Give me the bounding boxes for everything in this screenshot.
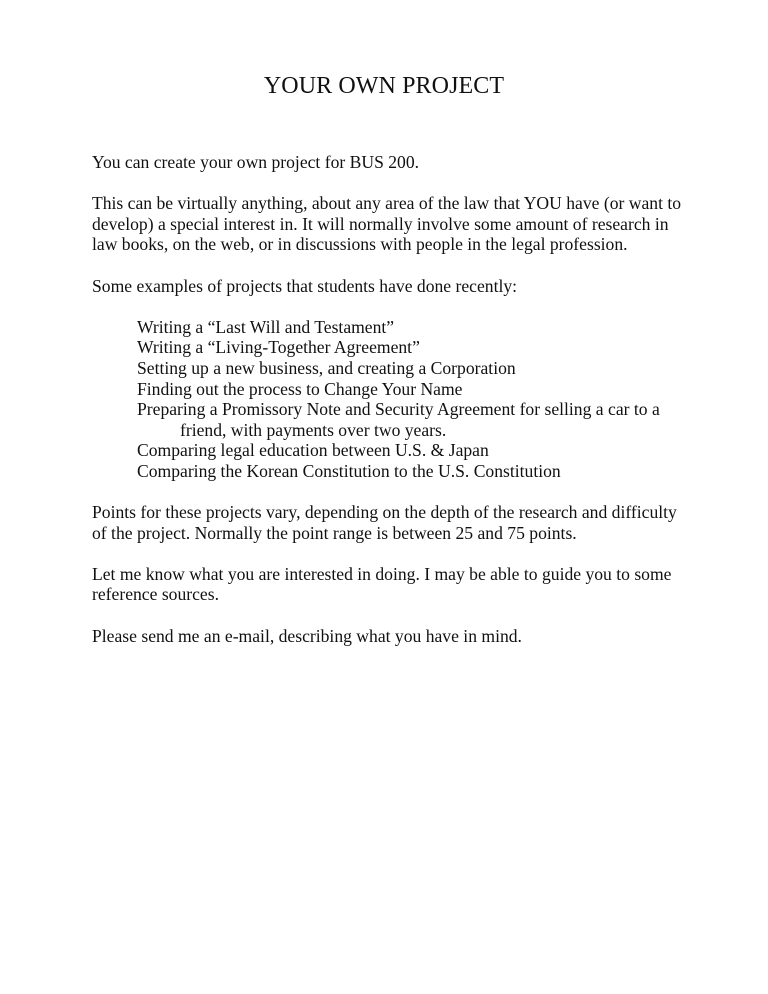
list-item: Setting up a new business, and creating a Corporation — [137, 357, 516, 378]
points-paragraph: Points for these projects vary, depending on the depth of the research and difficulty of the project. Normally the point range is between 25 and 75 points. — [92, 502, 677, 543]
guidance-paragraph: Let me know what you are interested in doing. I may be able to guide you to some reference sources. — [92, 563, 672, 605]
list-item: Finding out the process to Change Your Name — [137, 378, 463, 399]
examples-list — [137, 317, 692, 482]
list-item: Preparing a Promissory Note and Security Agreement for selling a car to a friend, with payments over two years. — [137, 399, 660, 440]
contact-paragraph: Please send me an e-mail, describing what you have in mind. — [92, 625, 522, 646]
intro-paragraph: You can create your own project for BUS 200. — [92, 152, 420, 172]
page-title: YOUR OWN PROJECT — [263, 73, 505, 99]
list-item: Writing a “Living-Together Agreement” — [137, 337, 420, 358]
description-paragraph: This can be virtually anything, about any area of the law that YOU have (or want to develop) a special interest in. It will normally involve some amount of research in law books, on the web, or in discussions with people in the legal profession. — [92, 193, 682, 255]
list-item: Comparing the Korean Constitution to the U.S. Constitution — [137, 460, 561, 481]
examples-intro-paragraph: Some examples of projects that students have done recently: — [92, 275, 518, 296]
document-body — [92, 152, 692, 667]
list-item: Writing a “Last Will and Testament” — [137, 316, 395, 337]
list-item: Comparing legal education between U.S. & Japan — [137, 440, 489, 461]
